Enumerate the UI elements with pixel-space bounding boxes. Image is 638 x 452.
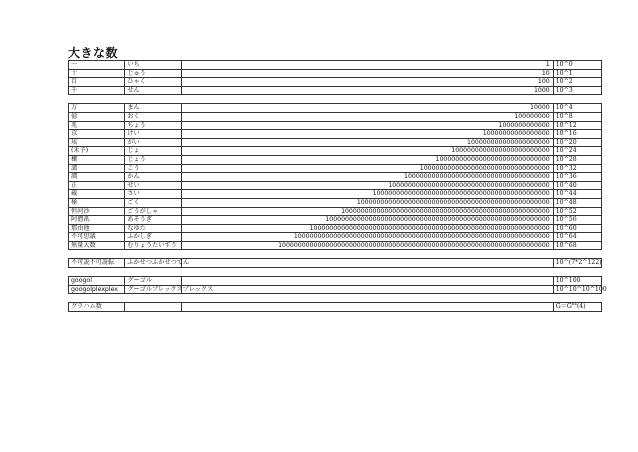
value-cell: 100: [181, 78, 553, 87]
value-cell: [181, 259, 553, 268]
power-cell: 10^60: [553, 224, 601, 233]
table-row: [69, 164, 602, 173]
number-name-cell: 億: [69, 112, 125, 121]
value-cell: 10000000000000000000000000000: [181, 155, 553, 164]
power-cell: 10^52: [553, 207, 601, 216]
power-cell: 10^44: [553, 190, 601, 199]
number-name-cell: 穣: [69, 155, 125, 164]
table-row: [69, 138, 602, 147]
value-cell: 1000000000000: [181, 121, 553, 130]
value-cell: [181, 303, 553, 312]
power-cell: 10^3: [553, 86, 601, 95]
value-cell: 10000000000000000000000000000000000000000000000000000000000000000: [181, 233, 553, 242]
table-row: [69, 216, 602, 225]
power-cell: 10^12: [553, 121, 601, 130]
power-cell: 10^1: [553, 69, 601, 78]
power-cell: 10^8: [553, 112, 601, 121]
number-group-table: [68, 258, 602, 268]
power-cell: 10^56: [553, 216, 601, 225]
reading-cell: ごく: [125, 198, 181, 207]
table-row: [69, 121, 602, 130]
power-cell: 10^16: [553, 130, 601, 139]
power-cell: 10^48: [553, 198, 601, 207]
reading-cell: グーゴル: [125, 277, 181, 286]
power-superscript: 64: [571, 301, 577, 307]
value-cell: 1000000000000000000000000000000000000000000000000000000000000: [181, 224, 553, 233]
value-cell: 100000000000000000000000000000000000000000000000000000000000000000000: [181, 241, 553, 250]
table-row: [69, 173, 602, 182]
reading-cell: かん: [125, 173, 181, 182]
value-cell: 1000000000000000000000000000000000000000000000000: [181, 198, 553, 207]
table-row: [69, 112, 602, 121]
table-row: [69, 78, 602, 87]
number-group-table: [68, 60, 602, 95]
value-cell: 10000000000000000: [181, 130, 553, 139]
power-cell: 10^24: [553, 147, 601, 156]
value-cell: 10000000000000000000000000000000000000000: [181, 181, 553, 190]
power-tail: (4): [576, 303, 586, 311]
value-cell: 100000000: [181, 112, 553, 121]
power-cell: [553, 303, 601, 312]
power-cell: 10^4: [553, 104, 601, 113]
power-cell: 10^64: [553, 233, 601, 242]
group-spacer: [68, 250, 602, 258]
number-name-cell: 千: [69, 86, 125, 95]
power-cell: 10^100: [553, 277, 601, 286]
value-cell: 1000: [181, 86, 553, 95]
value-cell: 100000000000000000000000000000000: [181, 164, 553, 173]
table-row: [69, 285, 602, 294]
value-cell: [181, 285, 553, 294]
value-cell: 10: [181, 69, 553, 78]
table-row: [69, 104, 602, 113]
value-cell: 1000000000000000000000000000000000000: [181, 173, 553, 182]
reading-cell: ふかしぎ: [125, 233, 181, 242]
power-cell: 10^28: [553, 155, 601, 164]
table-row: [69, 277, 602, 286]
reading-cell: せん: [125, 86, 181, 95]
number-name-cell: 無量大数: [69, 241, 125, 250]
reading-cell: ふかせつふかせつてん: [125, 259, 181, 268]
value-cell: [181, 277, 553, 286]
power-cell: 10^0: [553, 61, 601, 70]
reading-cell: ちょう: [125, 121, 181, 130]
reading-cell: がい: [125, 138, 181, 147]
number-name-cell: 阿僧祇: [69, 216, 125, 225]
reading-cell: じょう: [125, 155, 181, 164]
number-name-cell: 溝: [69, 164, 125, 173]
table-row: [69, 130, 602, 139]
reading-cell: せい: [125, 181, 181, 190]
value-cell: 1000000000000000000000000: [181, 147, 553, 156]
reading-cell: あそうぎ: [125, 216, 181, 225]
power-cell: 10^40: [553, 181, 601, 190]
number-name-cell: 兆: [69, 121, 125, 130]
number-name-cell: googolplexplex: [69, 285, 125, 294]
power-cell: 10^36: [553, 173, 601, 182]
number-name-cell: 百: [69, 78, 125, 87]
number-name-cell: 十: [69, 69, 125, 78]
number-name-cell: 正: [69, 181, 125, 190]
power-cell: 10^32: [553, 164, 601, 173]
number-name-cell: 万: [69, 104, 125, 113]
number-name-cell: 極: [69, 198, 125, 207]
reading-cell: ひゃく: [125, 78, 181, 87]
number-group-table: [68, 276, 607, 294]
table-row: [69, 224, 602, 233]
table-row: [69, 147, 602, 156]
page-title: 大きな数: [68, 46, 119, 60]
number-name-cell: 載: [69, 190, 125, 199]
reading-cell: [125, 303, 181, 312]
reading-cell: じゅう: [125, 69, 181, 78]
table-row: [69, 61, 602, 70]
power-cell: 10^68: [553, 241, 601, 250]
table-row: [69, 155, 602, 164]
reading-cell: いち: [125, 61, 181, 70]
power-cell: 10^20: [553, 138, 601, 147]
number-sheet: [68, 60, 607, 312]
number-name-cell: 那由他: [69, 224, 125, 233]
table-row: [69, 198, 602, 207]
reading-cell: おく: [125, 112, 181, 121]
power-base: G＝G: [555, 303, 572, 311]
value-cell: 100000000000000000000000000000000000000000000: [181, 190, 553, 199]
number-name-cell: 不可説不可説転: [69, 259, 125, 268]
reading-cell: じょ: [125, 147, 181, 156]
value-cell: 10000: [181, 104, 553, 113]
power-cell: 10^2: [553, 78, 601, 87]
number-group-table: [68, 302, 602, 312]
number-name-cell: 不可思議: [69, 233, 125, 242]
table-row: [69, 190, 602, 199]
power-cell: 10^10^10^100: [553, 285, 601, 294]
number-name-cell: 澗: [69, 173, 125, 182]
group-spacer: [68, 294, 602, 302]
group-spacer: [68, 268, 602, 276]
reading-cell: さい: [125, 190, 181, 199]
power-cell: 10^(7*2^122): [553, 259, 601, 268]
number-name-cell: (禾予): [69, 147, 125, 156]
table-row: [69, 69, 602, 78]
table-row: [69, 181, 602, 190]
group-spacer: [68, 95, 602, 103]
reading-cell: なゆた: [125, 224, 181, 233]
number-group-table: [68, 103, 602, 250]
number-name-cell: googol: [69, 277, 125, 286]
number-name-cell: 一: [69, 61, 125, 70]
number-name-cell: 京: [69, 130, 125, 139]
reading-cell: こう: [125, 164, 181, 173]
number-name-cell: 恒河沙: [69, 207, 125, 216]
table-row: [69, 303, 602, 312]
table-row: [69, 241, 602, 250]
reading-cell: グーゴルプレックスプレックス: [125, 285, 181, 294]
reading-cell: ごうがしゃ: [125, 207, 181, 216]
value-cell: 10000000000000000000000000000000000000000000000000000: [181, 207, 553, 216]
table-row: [69, 207, 602, 216]
number-name-cell: 垓: [69, 138, 125, 147]
reading-cell: まん: [125, 104, 181, 113]
reading-cell: けい: [125, 130, 181, 139]
table-row: [69, 233, 602, 242]
reading-cell: むりょうたいすう: [125, 241, 181, 250]
value-cell: 100000000000000000000: [181, 138, 553, 147]
table-row: [69, 259, 602, 268]
value-cell: 1: [181, 61, 553, 70]
value-cell: 100000000000000000000000000000000000000000000000000000000: [181, 216, 553, 225]
number-name-cell: グラハム数: [69, 303, 125, 312]
table-row: [69, 86, 602, 95]
